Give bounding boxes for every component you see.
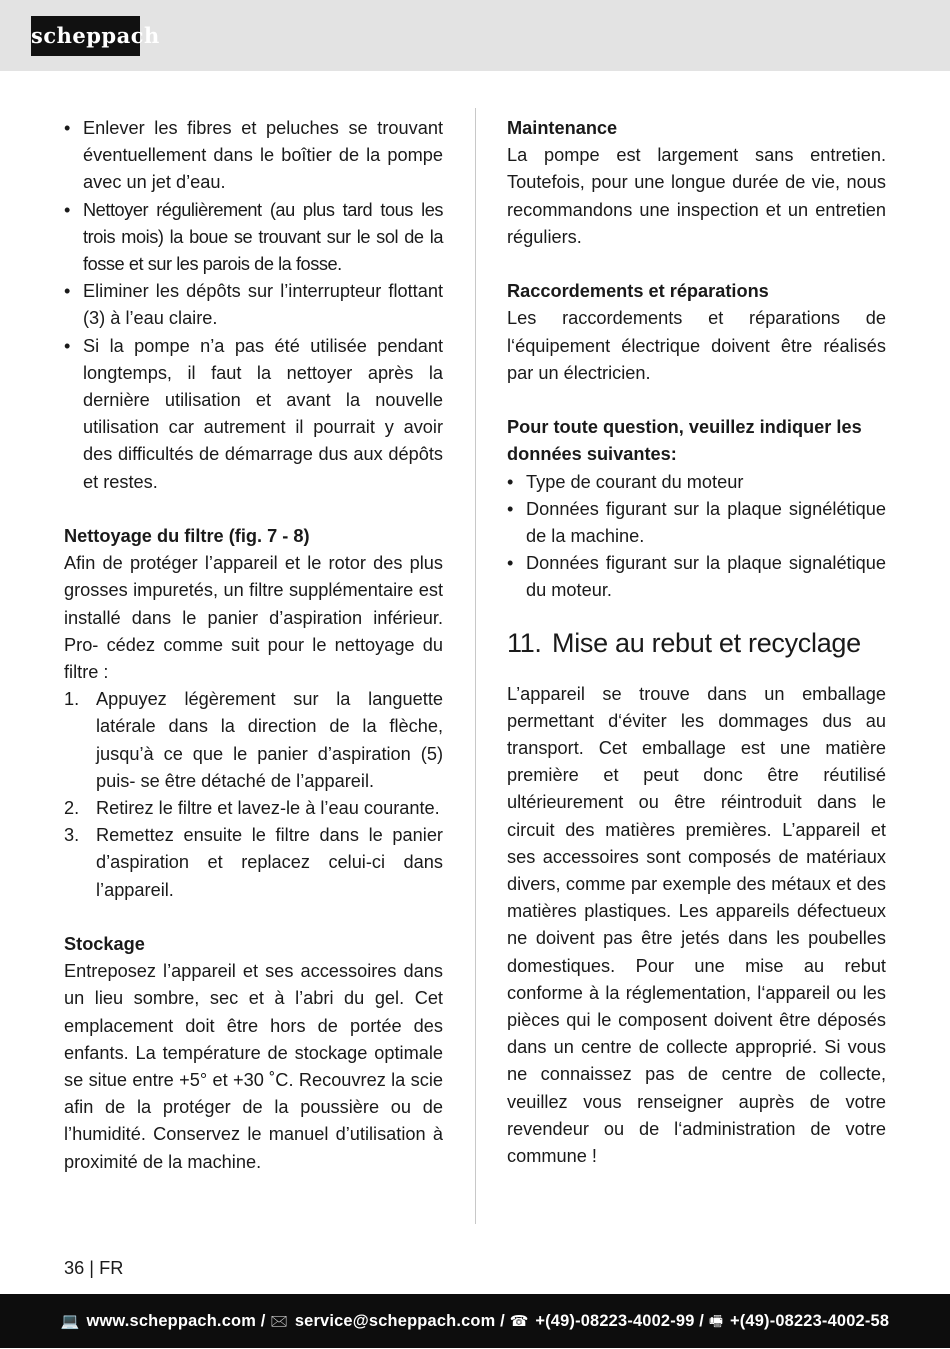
list-item: 3. Remettez ensuite le filtre dans le panier d’aspiration et replacez celui-ci dans l’appareil.: [64, 825, 443, 900]
phone-icon: ☎: [509, 1313, 529, 1330]
list-item: 1. Appuyez légèrement sur la languette latérale dans la direction de la flèche, jusqu’à ce que le panier d’aspiration (5) puis- se être détaché de l’appareil.: [64, 689, 443, 791]
footer-contact-bar: 💻 www.scheppach.com / 🖂 service@scheppach.com / ☎ +(49)-08223-4002-99 / 🖷 +(49)-08223-4002-58: [0, 1294, 950, 1348]
list-item: • Type de courant du moteur: [507, 471, 744, 492]
connections-heading: Raccordements et réparations: [507, 281, 769, 302]
fax-number: +(49)-08223-4002-58: [729, 1312, 890, 1330]
header-bar: [0, 0, 950, 71]
left-column: [64, 115, 443, 1176]
scheppach-logo: scheppach: [31, 16, 140, 56]
list-item: • Eliminer les dépôts sur l’interrupteur flottant (3) à l’eau claire.: [64, 281, 443, 329]
right-column: [507, 115, 886, 1170]
connections-text: Les raccordements et réparations de l‘équipement électrique doivent être réalisés par un électricien.: [507, 308, 886, 383]
mail-icon: 🖂: [270, 1313, 289, 1330]
phone-number: +(49)-08223-4002-99: [535, 1312, 695, 1330]
question-bullet-list: [507, 469, 886, 605]
question-heading: Pour toute question, veuillez indiquer les données suivantes:: [507, 417, 862, 465]
list-item: • Données figurant sur la plaque signalétique du moteur.: [507, 553, 886, 601]
list-item: • Nettoyer régulièrement (au plus tard tous les trois mois) la boue se trouvant sur le sol de la fosse et sur les parois de la fosse.: [64, 199, 443, 275]
list-item: 2. Retirez le filtre et lavez-le à l’eau courante.: [64, 798, 440, 819]
page-number: 36 | FR: [64, 1258, 124, 1278]
section-number: 11.: [507, 627, 542, 658]
column-divider: [475, 108, 476, 1224]
section-title: [507, 626, 886, 660]
filter-steps-list: [64, 686, 443, 904]
list-item: • Enlever les fibres et peluches se trouvant éventuellement dans le boîtier de la pompe avec un jet d’eau.: [64, 118, 443, 193]
maintenance-heading: Maintenance: [507, 118, 618, 138]
cleaning-bullet-list: [64, 115, 443, 496]
list-item: • Données figurant sur la plaque signélétique de la machine.: [507, 498, 886, 547]
list-item: • Si la pompe n’a pas été utilisée pendant longtemps, il faut la nettoyer après la dernière utilisation et avant la nouvelle utilisation car autrement il pourrait y avoir des difficultés de démarrage dus aux dépôts et restes.: [64, 335, 443, 492]
filter-cleaning-text: Afin de protéger l’appareil et le rotor des plus grosses impuretés, un filtre supplémentaire est installé dans le panier d’aspiration inférieur. Pro- cédez comme suit pour le nettoyage du filtre :: [64, 553, 443, 683]
email-link[interactable]: service@scheppach.com: [294, 1312, 496, 1330]
computer-icon: 💻: [60, 1313, 80, 1330]
filter-cleaning-heading: Nettoyage du filtre (fig. 7 - 8): [64, 526, 310, 547]
section-title-text: Mise au rebut et recyclage: [552, 627, 861, 658]
website-link[interactable]: www.scheppach.com: [86, 1312, 256, 1330]
storage-heading: Stockage: [64, 934, 145, 955]
fax-icon: 🖷: [708, 1313, 724, 1330]
storage-text: Entreposez l’appareil et ses accessoires dans un lieu sombre, sec et à l’abri du gel. Cet emplacement doit être hors de portée des enfants. La température de stockage optimale se situe entre +5° et +30 ˚C. Recouvrez la scie afin de la protéger de la poussière ou de l’humidité. Conservez le manuel d’utilisation à proximité de la machine.: [64, 961, 443, 1172]
disposal-text: L’appareil se trouve dans un emballage permettant d‘éviter les dommages dus au transport. Cet emballage est une matière première et peut donc être réutilisé ultérieurement ou être réintroduit dans le circuit des matières premières. L’appareil et ses accessoires sont composés de matériaux divers, comme par exemple des métaux et des matières plastiques. Les appareils défectueux ne doivent pas être jetés dans les poubelles domestiques. Pour une mise au rebut conforme à la réglementation, l‘appareil ou les pièces qui le composent doivent être déposés dans un centre de collecte approprié. Si vous ne connaissez pas de centre de collecte, veuillez vous renseigner auprès de votre revendeur ou de l‘administration de votre commune !: [507, 683, 886, 1167]
maintenance-text: La pompe est largement sans entretien. Toutefois, pour une longue durée de vie, nous recommandons une inspection et un entretien réguliers.: [507, 145, 886, 247]
